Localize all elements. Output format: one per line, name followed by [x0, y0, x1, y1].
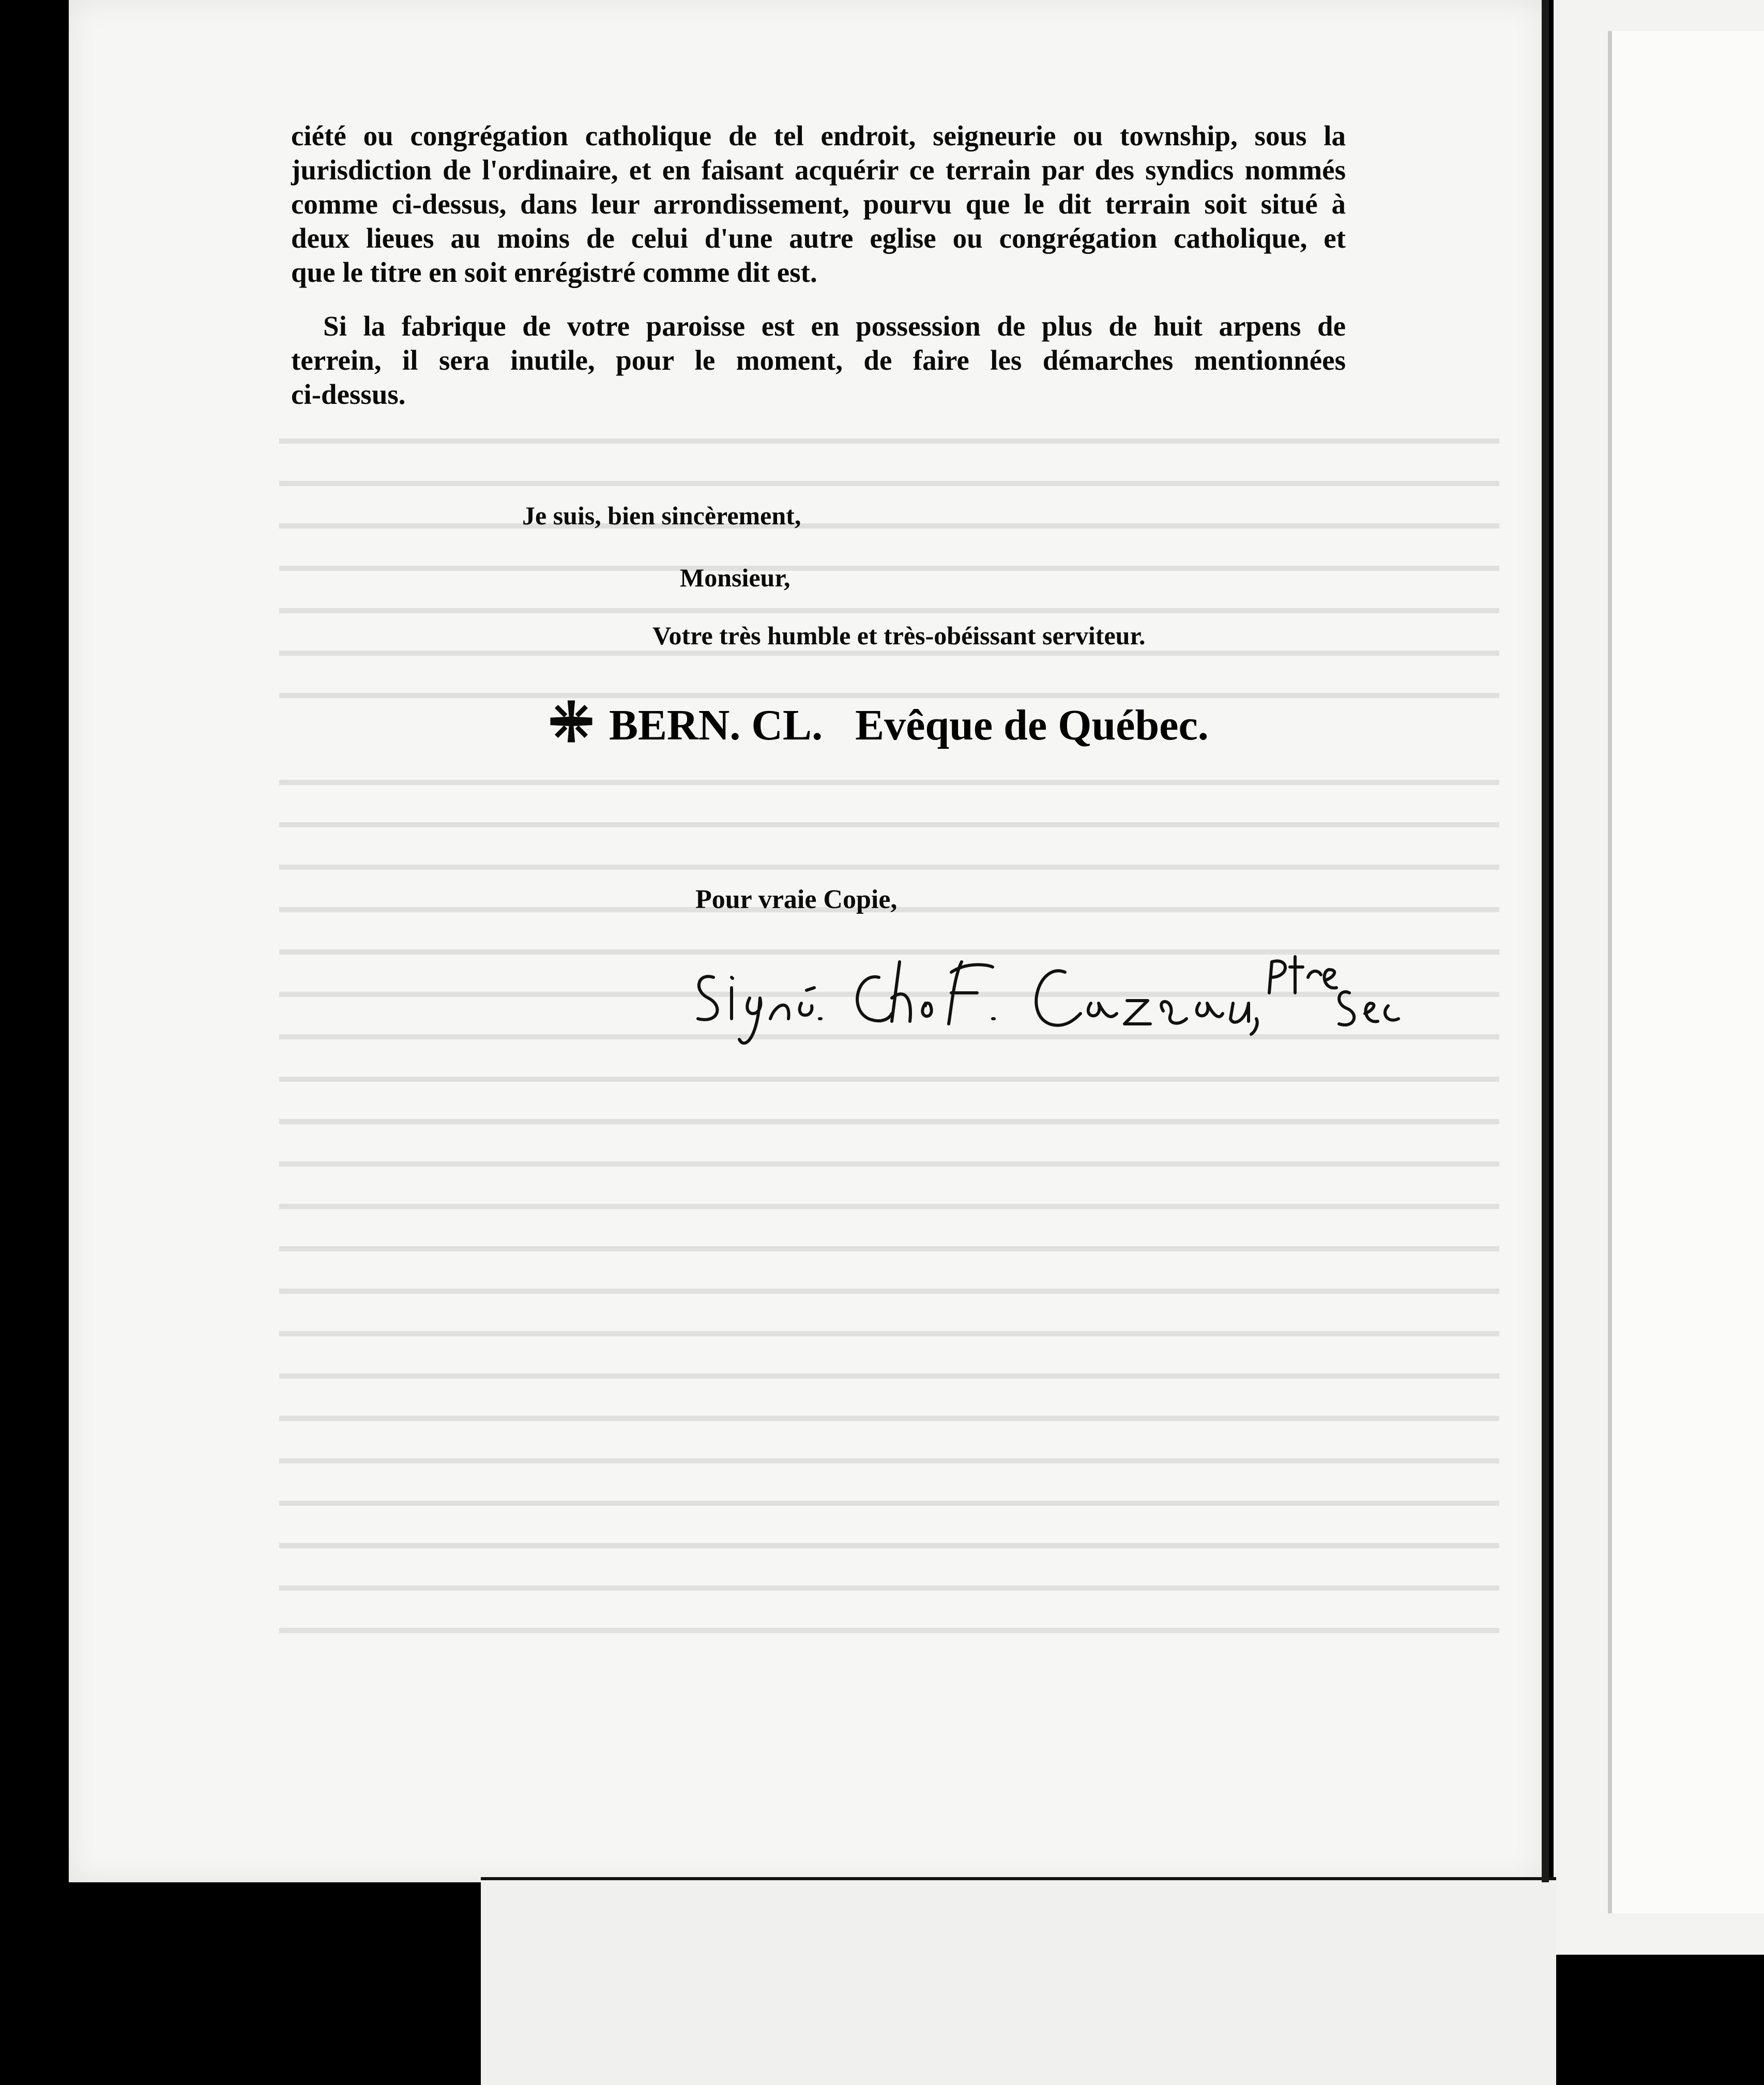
paragraph-1-line-2: jurisdiction de l'ordinaire, et en faisant acquérir ce terrain par des syndics nommés: [291, 154, 1346, 186]
copy-label: Pour vraie Copie,: [695, 885, 898, 914]
paragraph-1-line-1: ciété ou congrégation catholique de tel endroit, seigneurie ou township, sous la: [291, 120, 1346, 152]
cross-icon: [548, 698, 595, 745]
printed-signature: [548, 698, 1209, 750]
paragraph-1-line-3: comme ci-dessus, dans leur arrondissement, pourvu que le dit terrain soit situé à: [291, 188, 1346, 220]
closing-line-3: Votre très humble et très-obéissant serviteur.: [652, 621, 1146, 650]
paragraph-2-line-3: ci-dessus.: [291, 379, 406, 410]
signatory-title: Evêque de Québec.: [855, 701, 1209, 749]
signatory-name: BERN. CL.: [609, 701, 823, 749]
paragraph-1-line-5: que le titre en soit enrégistré comme dit est.: [291, 256, 817, 288]
page-edge-shadow: [481, 1877, 1556, 1880]
closing-line-2: Monsieur,: [680, 563, 790, 592]
paragraph-2-line-2: terrein, il sera inutile, pour le moment, de faire les démarches mentionnées: [291, 344, 1346, 376]
handwritten-signature: [682, 941, 1406, 1045]
adjacent-page-edge: [1608, 31, 1764, 1913]
underlying-page: [481, 1877, 1556, 2085]
page-fold-shadow: [1542, 0, 1549, 1882]
closing-line-1: Je suis, bien sincèrement,: [522, 501, 801, 530]
paragraph-2-line-1: Si la fabrique de votre paroisse est en possession de plus de huit arpens de: [323, 310, 1346, 342]
paragraph-1-line-4: deux lieues au moins de celui d'une autre eglise ou congrégation catholique, et: [291, 222, 1346, 254]
